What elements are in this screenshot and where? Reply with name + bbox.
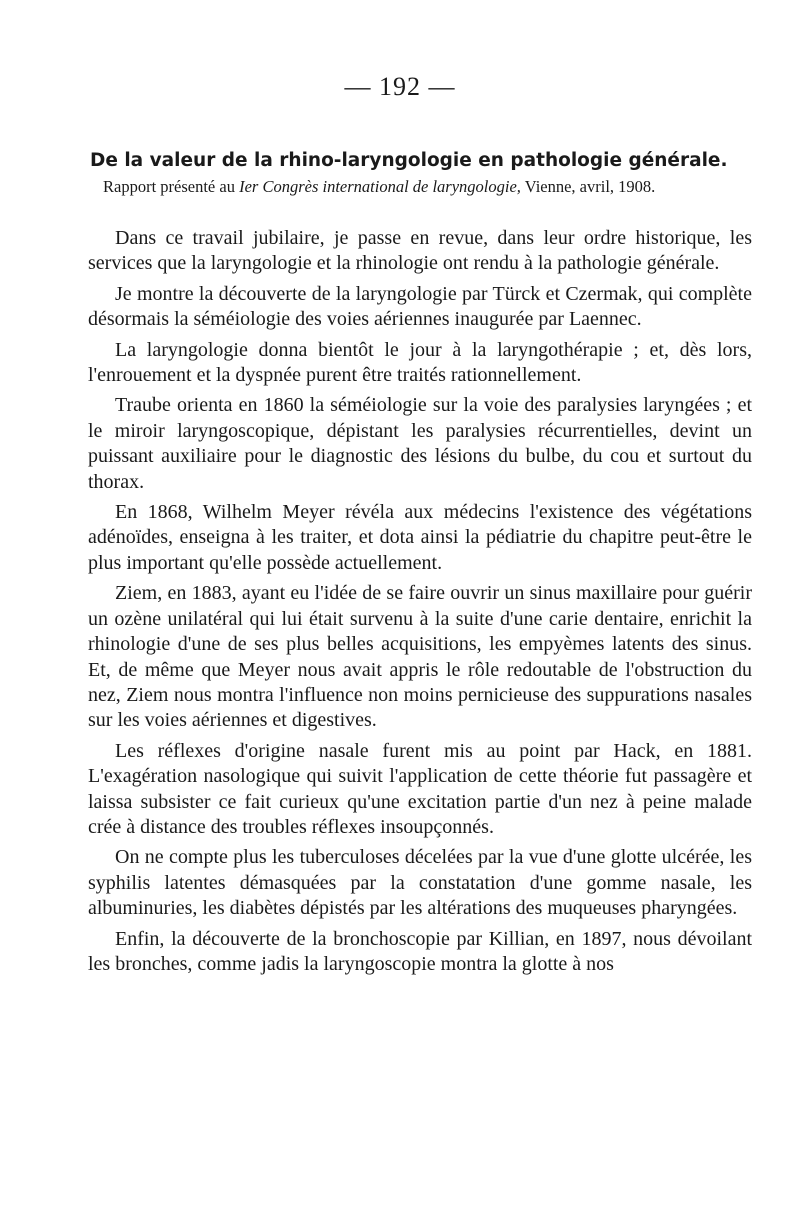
paragraph: En 1868, Wilhelm Meyer révéla aux médecins l'existence des végétations adénoïdes, enseigna à les traiter, et dota ainsi la pédiatrie du chapitre peut-être le plus important qu'elle possède actuellement. <box>88 501 752 574</box>
paragraph: Les réflexes d'origine nasale furent mis au point par Hack, en 1881. L'exagération nasologique qui suivit l'application de cette théorie fut passagère et laissa subsister ce fait curieux qu'une excitation partie d'un nez à peine malade crée à distance des troubles réflexes insoupçonnés. <box>88 739 752 838</box>
subtitle-congress: Ier Congrès international de laryngologie, <box>239 177 521 196</box>
paragraph: La laryngologie donna bientôt le jour à la laryngothérapie ; et, dès lors, l'enrouement et la dyspnée purent être traités rationnellement. <box>88 338 752 387</box>
paragraph: On ne compte plus les tuberculoses décelées par la vue d'une glotte ulcérée, les syphilis latentes démasquées par la constatation d'une gomme nasale, les albuminuries, les diabètes dépistés par les altérations des muqueuses pharyngées. <box>88 846 752 920</box>
paragraph: Enfin, la découverte de la bronchoscopie par Killian, en 1897, nous dévoilant les bronches, comme jadis la laryngoscopie montra la glotte à nos <box>88 927 752 975</box>
paragraph: Je montre la découverte de la laryngologie par Türck et Czermak, qui complète désormais la séméiologie des voies aériennes inaugurée par Laennec. <box>88 282 752 331</box>
paragraph: Dans ce travail jubilaire, je passe en revue, dans leur ordre historique, les services que la laryngologie et la rhinologie ont rendu à la pathologie générale. <box>88 227 752 275</box>
article-title: De la valeur de la rhino-laryngologie en pathologie générale. <box>90 150 728 171</box>
paragraph: Traube orienta en 1860 la séméiologie sur la voie des paralysies laryngées ; et le miroir laryngoscopique, dépistant les paralysies récurrentielles, devint un puissant auxiliaire pour le diagnostic des lésions du bulbe, du cou et surtout du thorax. <box>88 394 752 493</box>
subtitle-tail: Vienne, avril, 1908. <box>524 177 656 196</box>
body-text <box>88 226 752 982</box>
paragraph: Ziem, en 1883, ayant eu l'idée de se faire ouvrir un sinus maxillaire pour guérir un ozène unilatéral qui lui était survenu à la suite d'une carie dentaire, enrichit la rhinologie d'une de ses plus belles acquisitions, les empyèmes latents des sinus. Et, de même que Meyer nous avait appris le rôle redoutable de l'obstruction du nez, Ziem nous montra l'influence non moins pernicieuse des suppurations nasales sur les voies aériennes et digestives. <box>88 582 752 732</box>
subtitle-lead: Rapport présenté au <box>103 177 235 196</box>
article-subtitle <box>103 177 753 197</box>
page-number: — 192 — <box>344 72 456 101</box>
